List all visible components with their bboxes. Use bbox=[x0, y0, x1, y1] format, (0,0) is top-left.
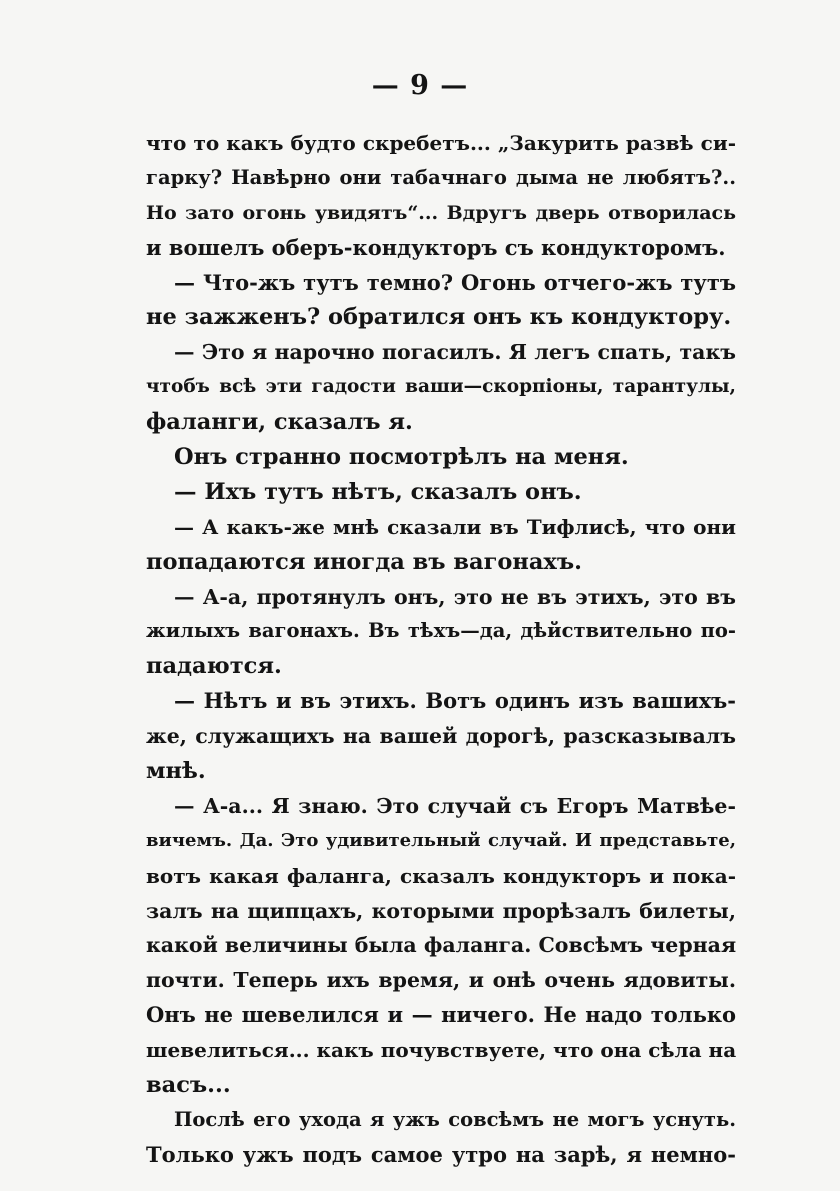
text-line: васъ... bbox=[146, 1072, 231, 1099]
text-line: — Ихъ тутъ нѣтъ, сказалъ онъ. bbox=[174, 478, 582, 505]
text-line: Онъ не шевелился и — ничего. Не надо только bbox=[146, 1002, 736, 1028]
text-line: Но зато огонь увидятъ“... Вдругъ дверь отворилась bbox=[146, 201, 736, 224]
text-line: вичемъ. Да. Это удивительный случай. И представьте, bbox=[146, 829, 736, 851]
text-line: — Нѣтъ и въ этихъ. Вотъ одинъ изъ вашихъ- bbox=[174, 688, 736, 714]
text-line: не зажженъ? обратился онъ къ кондуктору. bbox=[146, 304, 732, 331]
text-line: что то какъ будто скребетъ... „Закурить развѣ си- bbox=[146, 131, 736, 155]
text-line: Только ужъ подъ самое утро на зарѣ, я немно- bbox=[146, 1141, 736, 1167]
text-line: же, служащихъ на вашей дорогѣ, разсказывалъ bbox=[146, 724, 736, 749]
text-line: жилыхъ вагонахъ. Въ тѣхъ—да, дѣйствительно по- bbox=[146, 619, 736, 643]
text-line: какой величины была фаланга. Совсѣмъ черная bbox=[146, 933, 737, 958]
text-line: падаются. bbox=[146, 653, 282, 680]
text-line: Онъ странно посмотрѣлъ на меня. bbox=[174, 444, 629, 471]
text-line: — Это я нарочно погасилъ. Я легъ спать, такъ bbox=[174, 340, 736, 365]
page-number: — 9 — bbox=[371, 70, 469, 101]
text-line: чтобъ всѣ эти гадости ваши—скорпіоны, тарантулы, bbox=[146, 376, 736, 398]
text-line: и вошелъ оберъ-кондукторъ съ кондукторомъ. bbox=[146, 234, 726, 260]
text-line: — А-а, протянулъ онъ, это не въ этихъ, это въ bbox=[174, 584, 736, 609]
text-line: Послѣ его ухода я ужъ совсѣмъ не могъ уснуть. bbox=[174, 1107, 736, 1131]
text-line: попадаются иногда въ вагонахъ. bbox=[146, 548, 582, 575]
text-line: — А какъ-же мнѣ сказали въ Тифлисѣ, что они bbox=[174, 514, 736, 539]
text-line: шевелиться... какъ почувствуете, что она сѣла на bbox=[146, 1038, 737, 1063]
body-text bbox=[146, 126, 736, 1173]
text-line: — А-а... Я знаю. Это случай съ Егоръ Матвѣе- bbox=[174, 793, 736, 818]
text-line: вотъ какая фаланга, сказалъ кондукторъ и пока- bbox=[146, 863, 736, 888]
text-line: мнѣ. bbox=[146, 758, 206, 785]
text-line: залъ на щипцахъ, которыми прорѣзалъ билеты, bbox=[146, 898, 736, 923]
text-line: почти. Теперь ихъ время, и онѣ очень ядовиты. bbox=[146, 968, 736, 993]
text-line: — Что-жъ тутъ темно? Огонь отчего-жъ тутъ bbox=[174, 269, 736, 295]
text-line: фаланги, сказалъ я. bbox=[146, 409, 413, 436]
text-line: гарку? Навѣрно они табачнаго дыма не любятъ?.. bbox=[146, 165, 736, 189]
